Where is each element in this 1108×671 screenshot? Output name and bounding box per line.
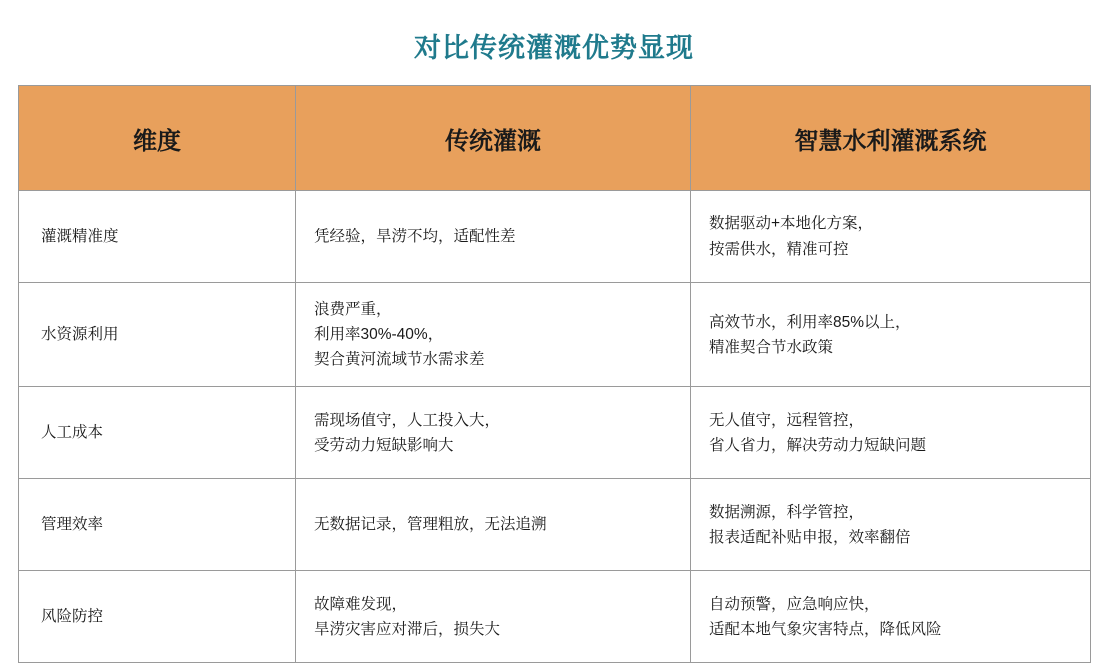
cell-traditional (296, 387, 691, 479)
cell-smart (691, 283, 1091, 387)
table-header-row (19, 86, 1091, 191)
cell-line: 自动预警，应急响应快， (709, 595, 880, 613)
table-row (19, 283, 1091, 387)
table-row (19, 571, 1091, 663)
cell-traditional (296, 283, 691, 387)
cell-line: 故障难发现， (314, 595, 408, 613)
cell-dimension: 管理效率 (19, 479, 296, 571)
cell-smart (691, 387, 1091, 479)
cell-dimension: 风险防控 (19, 571, 296, 663)
table-row (19, 387, 1091, 479)
cell-line: 需现场值守，人工投入大， (314, 411, 501, 429)
cell-lines-smart-3 (709, 500, 1072, 550)
column-header-smart: 智慧水利灌溉系统 (691, 86, 1091, 191)
cell-line: 无人值守，远程管控， (709, 411, 865, 429)
cell-line: 高效节水，利用率85%以上， (709, 313, 911, 331)
cell-dimension: 人工成本 (19, 387, 296, 479)
cell-smart (691, 571, 1091, 663)
page-title: 对比传统灌溉优势显现 (414, 33, 694, 63)
cell-line: 数据溯源，科学管控， (709, 503, 865, 521)
comparison-table-container (0, 85, 1108, 663)
cell-line: 适配本地气象灾害特点，降低风险 (709, 620, 942, 638)
cell-line: 凭经验，旱涝不均，适配性差 (314, 227, 516, 245)
cell-line: 浪费严重， (314, 301, 392, 318)
cell-line: 契合黄河流域节水需求差 (314, 351, 485, 369)
cell-traditional (296, 571, 691, 663)
cell-line: 利用率30%-40%， (314, 326, 444, 344)
cell-lines-traditional-2 (314, 408, 672, 458)
cell-dimension: 水资源利用 (19, 283, 296, 387)
cell-line: 省人省力，解决劳动力短缺问题 (709, 436, 927, 454)
table-body (19, 191, 1091, 663)
cell-line: 受劳动力短缺影响大 (314, 436, 454, 454)
table-row (19, 479, 1091, 571)
cell-lines-smart-2 (709, 408, 1072, 458)
cell-smart (691, 191, 1091, 283)
cell-lines-smart-1 (709, 310, 1072, 360)
table-row (19, 191, 1091, 283)
cell-lines-smart-0 (709, 211, 1072, 261)
cell-lines-traditional-3 (314, 512, 672, 537)
cell-lines-traditional-0 (314, 224, 672, 249)
cell-lines-traditional-4 (314, 592, 672, 642)
comparison-table (18, 85, 1091, 663)
cell-line: 报表适配补贴申报，效率翻倍 (709, 528, 911, 546)
cell-lines-traditional-1 (314, 297, 672, 372)
table-header (19, 86, 1091, 191)
cell-dimension: 灌溉精准度 (19, 191, 296, 283)
cell-smart (691, 479, 1091, 571)
cell-line: 无数据记录，管理粗放，无法追溯 (314, 516, 547, 534)
cell-lines-smart-4 (709, 592, 1072, 642)
column-header-dimension: 维度 (19, 86, 296, 191)
cell-line: 数据驱动+本地化方案， (709, 215, 874, 233)
column-header-traditional: 传统灌溉 (296, 86, 691, 191)
cell-traditional (296, 479, 691, 571)
cell-line: 旱涝灾害应对滞后，损失大 (314, 620, 501, 638)
cell-traditional (296, 191, 691, 283)
cell-line: 精准契合节水政策 (709, 338, 834, 356)
cell-line: 按需供水，精准可控 (709, 240, 849, 258)
